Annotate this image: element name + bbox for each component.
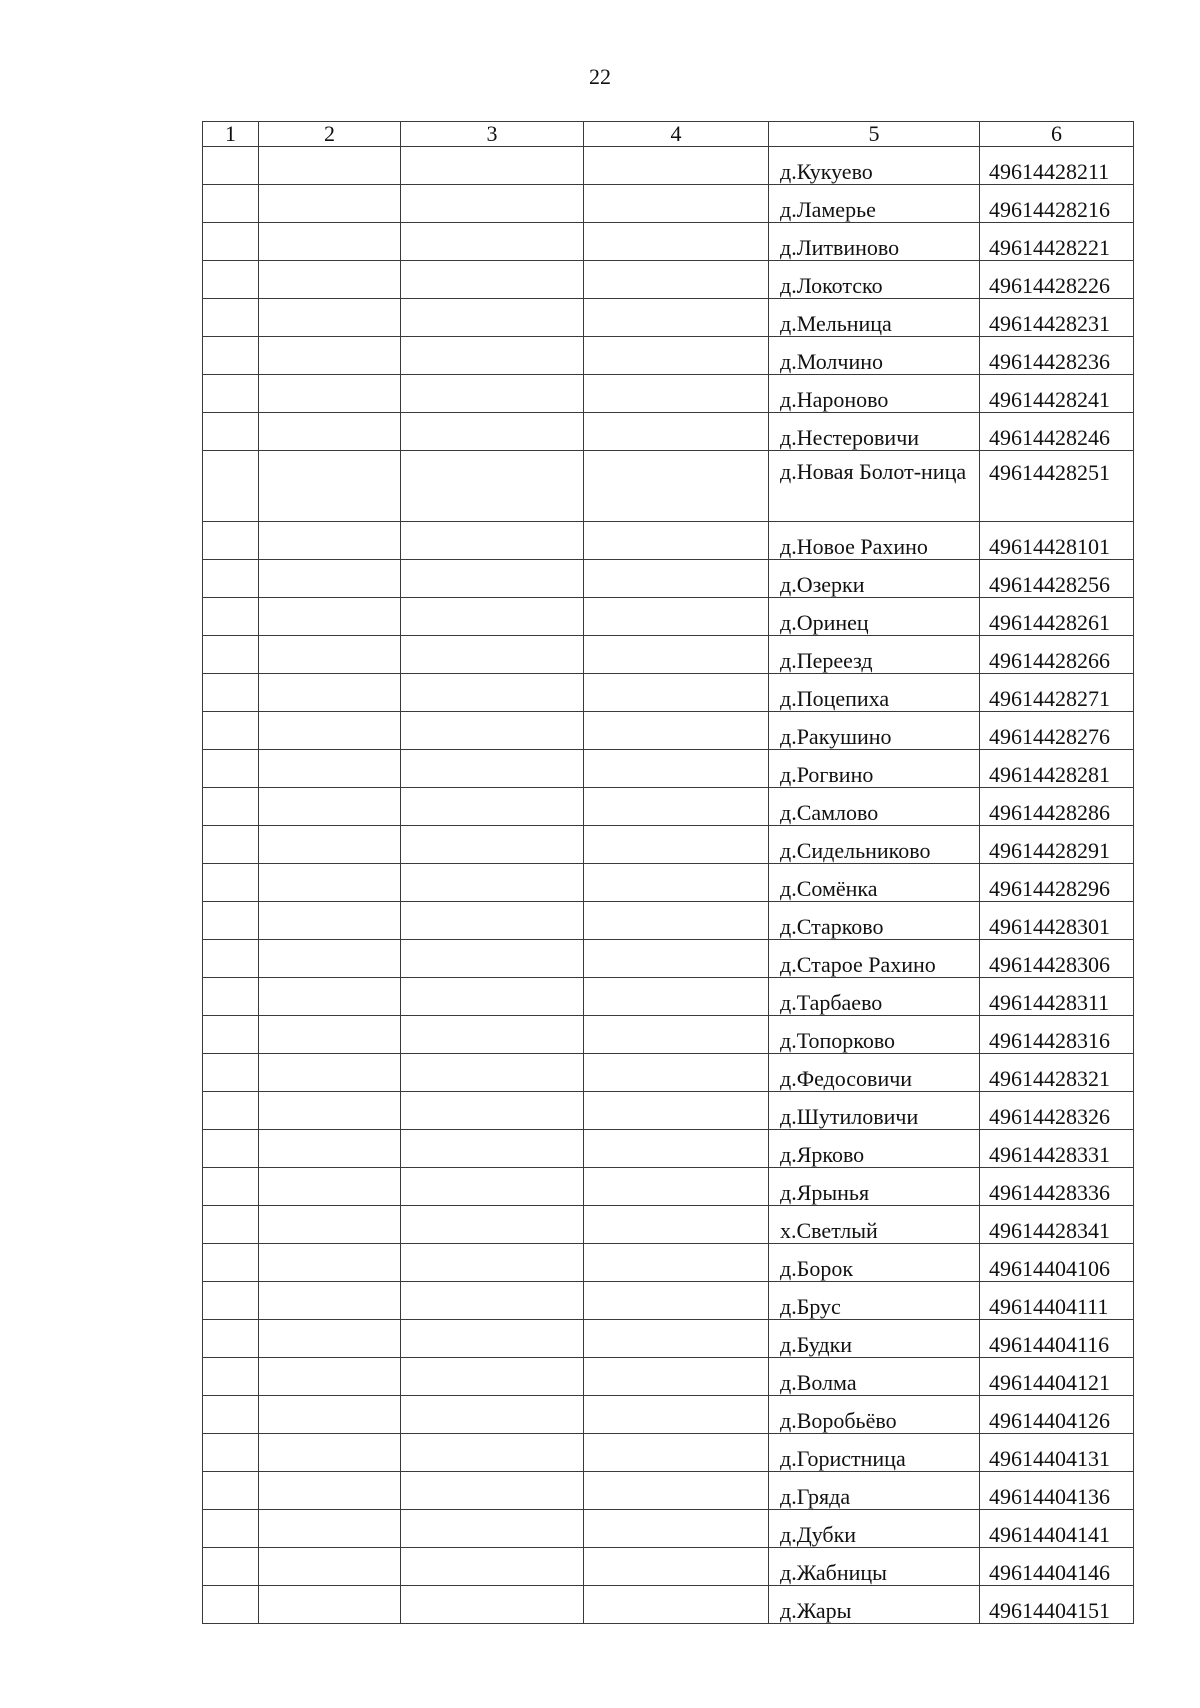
oktmo-code-cell: 49614428306 (980, 940, 1134, 978)
settlement-name-cell: д.Брус (769, 1282, 980, 1320)
settlement-name-cell: д.Оринец (769, 598, 980, 636)
empty-cell-col-2 (259, 940, 401, 978)
empty-cell-col-4 (584, 1282, 769, 1320)
oktmo-code-cell: 49614404141 (980, 1510, 1134, 1548)
empty-cell-col-4 (584, 978, 769, 1016)
table-row (203, 522, 1134, 560)
empty-cell-col-1 (203, 337, 259, 375)
empty-cell-col-1 (203, 451, 259, 522)
table-row (203, 712, 1134, 750)
empty-cell-col-4 (584, 337, 769, 375)
empty-cell-col-2 (259, 1396, 401, 1434)
settlement-name-cell: д.Ламерье (769, 185, 980, 223)
oktmo-code-cell: 49614428246 (980, 413, 1134, 451)
oktmo-code-cell: 49614428101 (980, 522, 1134, 560)
oktmo-code-cell: 49614428221 (980, 223, 1134, 261)
table-row (203, 451, 1134, 522)
table-row (203, 1282, 1134, 1320)
oktmo-code-cell: 49614428331 (980, 1130, 1134, 1168)
empty-cell-col-3 (401, 788, 584, 826)
settlement-name-cell: д.Жары (769, 1586, 980, 1624)
oktmo-code-cell: 49614428301 (980, 902, 1134, 940)
empty-cell-col-3 (401, 674, 584, 712)
empty-cell-col-3 (401, 1168, 584, 1206)
empty-cell-col-1 (203, 147, 259, 185)
empty-cell-col-1 (203, 261, 259, 299)
empty-cell-col-3 (401, 1282, 584, 1320)
settlement-name-cell: д.Нестеровичи (769, 413, 980, 451)
empty-cell-col-2 (259, 451, 401, 522)
oktmo-code-cell: 49614428326 (980, 1092, 1134, 1130)
column-header-1: 1 (203, 122, 259, 147)
empty-cell-col-1 (203, 1586, 259, 1624)
empty-cell-col-1 (203, 826, 259, 864)
table-body (203, 147, 1134, 1624)
settlements-table (202, 121, 1134, 1624)
empty-cell-col-4 (584, 299, 769, 337)
oktmo-code-cell: 49614428251 (980, 451, 1134, 522)
oktmo-code-cell: 49614404146 (980, 1548, 1134, 1586)
oktmo-code-cell: 49614404151 (980, 1586, 1134, 1624)
oktmo-code-cell: 49614404126 (980, 1396, 1134, 1434)
empty-cell-col-4 (584, 1548, 769, 1586)
empty-cell-col-2 (259, 750, 401, 788)
settlement-name-cell: д.Локотско (769, 261, 980, 299)
oktmo-code-cell: 49614404106 (980, 1244, 1134, 1282)
table-row (203, 223, 1134, 261)
empty-cell-col-4 (584, 598, 769, 636)
settlement-name-cell: х.Светлый (769, 1206, 980, 1244)
empty-cell-col-2 (259, 864, 401, 902)
empty-cell-col-1 (203, 1396, 259, 1434)
oktmo-code-cell: 49614428311 (980, 978, 1134, 1016)
empty-cell-col-4 (584, 1510, 769, 1548)
empty-cell-col-3 (401, 1320, 584, 1358)
settlement-name-cell: д.Сидельниково (769, 826, 980, 864)
table-row (203, 1434, 1134, 1472)
empty-cell-col-2 (259, 560, 401, 598)
empty-cell-col-4 (584, 1206, 769, 1244)
settlement-name-cell: д.Воробьёво (769, 1396, 980, 1434)
empty-cell-col-2 (259, 636, 401, 674)
table-row (203, 826, 1134, 864)
table-row (203, 261, 1134, 299)
settlement-name-cell: д.Молчино (769, 337, 980, 375)
empty-cell-col-2 (259, 712, 401, 750)
empty-cell-col-1 (203, 1548, 259, 1586)
empty-cell-col-2 (259, 299, 401, 337)
empty-cell-col-2 (259, 1472, 401, 1510)
empty-cell-col-1 (203, 864, 259, 902)
oktmo-code-cell: 49614428271 (980, 674, 1134, 712)
empty-cell-col-4 (584, 1472, 769, 1510)
empty-cell-col-2 (259, 902, 401, 940)
empty-cell-col-2 (259, 1244, 401, 1282)
settlement-name-cell: д.Поцепиха (769, 674, 980, 712)
empty-cell-col-4 (584, 1244, 769, 1282)
oktmo-code-cell: 49614428341 (980, 1206, 1134, 1244)
settlement-name-cell: д.Новое Рахино (769, 522, 980, 560)
empty-cell-col-4 (584, 1586, 769, 1624)
settlement-name-cell: д.Самлово (769, 788, 980, 826)
empty-cell-col-1 (203, 940, 259, 978)
empty-cell-col-3 (401, 375, 584, 413)
empty-cell-col-4 (584, 674, 769, 712)
oktmo-code-cell: 49614428321 (980, 1054, 1134, 1092)
empty-cell-col-3 (401, 1396, 584, 1434)
empty-cell-col-2 (259, 1282, 401, 1320)
empty-cell-col-4 (584, 261, 769, 299)
column-header-5: 5 (769, 122, 980, 147)
oktmo-code-cell: 49614404136 (980, 1472, 1134, 1510)
settlement-name-cell: д.Гряда (769, 1472, 980, 1510)
table-row (203, 750, 1134, 788)
settlement-name-cell: д.Литвиново (769, 223, 980, 261)
column-header-6: 6 (980, 122, 1134, 147)
column-header-3: 3 (401, 122, 584, 147)
table-row (203, 1054, 1134, 1092)
empty-cell-col-2 (259, 978, 401, 1016)
empty-cell-col-2 (259, 1548, 401, 1586)
empty-cell-col-4 (584, 1130, 769, 1168)
empty-cell-col-1 (203, 1244, 259, 1282)
empty-cell-col-2 (259, 147, 401, 185)
settlement-name-cell: д.Ракушино (769, 712, 980, 750)
table-row (203, 1586, 1134, 1624)
table-row (203, 788, 1134, 826)
empty-cell-col-4 (584, 864, 769, 902)
empty-cell-col-1 (203, 636, 259, 674)
settlement-name-cell: д.Мельница (769, 299, 980, 337)
oktmo-code-cell: 49614428296 (980, 864, 1134, 902)
empty-cell-col-2 (259, 1434, 401, 1472)
table-row (203, 1016, 1134, 1054)
oktmo-code-cell: 49614428266 (980, 636, 1134, 674)
header-row (203, 122, 1134, 147)
empty-cell-col-4 (584, 375, 769, 413)
empty-cell-col-3 (401, 826, 584, 864)
empty-cell-col-1 (203, 1016, 259, 1054)
empty-cell-col-4 (584, 940, 769, 978)
empty-cell-col-4 (584, 1320, 769, 1358)
table-row (203, 978, 1134, 1016)
table-row (203, 864, 1134, 902)
settlement-name-cell: д.Новая Болот-ница (769, 451, 980, 522)
empty-cell-col-4 (584, 560, 769, 598)
empty-cell-col-1 (203, 1130, 259, 1168)
settlement-name-cell: д.Ярково (769, 1130, 980, 1168)
empty-cell-col-2 (259, 1092, 401, 1130)
empty-cell-col-4 (584, 1016, 769, 1054)
settlement-name-cell: д.Волма (769, 1358, 980, 1396)
table-row (203, 299, 1134, 337)
oktmo-code-cell: 49614428336 (980, 1168, 1134, 1206)
column-header-2: 2 (259, 122, 401, 147)
empty-cell-col-1 (203, 560, 259, 598)
empty-cell-col-1 (203, 788, 259, 826)
empty-cell-col-2 (259, 826, 401, 864)
empty-cell-col-1 (203, 522, 259, 560)
oktmo-code-cell: 49614404131 (980, 1434, 1134, 1472)
table-row (203, 1472, 1134, 1510)
empty-cell-col-1 (203, 1510, 259, 1548)
empty-cell-col-1 (203, 1358, 259, 1396)
empty-cell-col-3 (401, 712, 584, 750)
settlement-name-cell: д.Шутиловичи (769, 1092, 980, 1130)
empty-cell-col-3 (401, 185, 584, 223)
empty-cell-col-1 (203, 902, 259, 940)
table-row (203, 674, 1134, 712)
empty-cell-col-3 (401, 978, 584, 1016)
settlement-name-cell: д.Кукуево (769, 147, 980, 185)
oktmo-code-cell: 49614428231 (980, 299, 1134, 337)
empty-cell-col-4 (584, 1092, 769, 1130)
empty-cell-col-2 (259, 1016, 401, 1054)
empty-cell-col-2 (259, 185, 401, 223)
table-row (203, 1168, 1134, 1206)
empty-cell-col-4 (584, 1396, 769, 1434)
settlement-name-cell: д.Нароново (769, 375, 980, 413)
empty-cell-col-1 (203, 375, 259, 413)
oktmo-code-cell: 49614428226 (980, 261, 1134, 299)
empty-cell-col-4 (584, 788, 769, 826)
oktmo-code-cell: 49614428211 (980, 147, 1134, 185)
empty-cell-col-3 (401, 413, 584, 451)
empty-cell-col-3 (401, 750, 584, 788)
empty-cell-col-4 (584, 636, 769, 674)
empty-cell-col-2 (259, 674, 401, 712)
empty-cell-col-2 (259, 337, 401, 375)
table-row (203, 1510, 1134, 1548)
empty-cell-col-2 (259, 788, 401, 826)
empty-cell-col-4 (584, 451, 769, 522)
empty-cell-col-2 (259, 1586, 401, 1624)
empty-cell-col-3 (401, 1434, 584, 1472)
empty-cell-col-2 (259, 598, 401, 636)
empty-cell-col-3 (401, 451, 584, 522)
settlement-name-cell: д.Ярынья (769, 1168, 980, 1206)
oktmo-code-cell: 49614404121 (980, 1358, 1134, 1396)
empty-cell-col-3 (401, 598, 584, 636)
empty-cell-col-3 (401, 1206, 584, 1244)
empty-cell-col-3 (401, 1092, 584, 1130)
settlement-name-cell: д.Будки (769, 1320, 980, 1358)
empty-cell-col-3 (401, 940, 584, 978)
empty-cell-col-1 (203, 978, 259, 1016)
oktmo-code-cell: 49614428276 (980, 712, 1134, 750)
table-row (203, 1320, 1134, 1358)
table-row (203, 1244, 1134, 1282)
table-row (203, 1130, 1134, 1168)
table-row (203, 560, 1134, 598)
oktmo-code-cell: 49614428291 (980, 826, 1134, 864)
table-row (203, 185, 1134, 223)
settlement-name-cell: д.Гористница (769, 1434, 980, 1472)
table-row (203, 147, 1134, 185)
empty-cell-col-1 (203, 598, 259, 636)
empty-cell-col-2 (259, 522, 401, 560)
empty-cell-col-3 (401, 147, 584, 185)
settlement-name-cell: д.Жабницы (769, 1548, 980, 1586)
settlement-name-cell: д.Топорково (769, 1016, 980, 1054)
empty-cell-col-1 (203, 1054, 259, 1092)
empty-cell-col-4 (584, 223, 769, 261)
empty-cell-col-2 (259, 223, 401, 261)
oktmo-code-cell: 49614404111 (980, 1282, 1134, 1320)
empty-cell-col-1 (203, 750, 259, 788)
table-row (203, 598, 1134, 636)
empty-cell-col-1 (203, 185, 259, 223)
empty-cell-col-1 (203, 1168, 259, 1206)
oktmo-code-cell: 49614428286 (980, 788, 1134, 826)
table-row (203, 940, 1134, 978)
empty-cell-col-3 (401, 1510, 584, 1548)
table-row (203, 1358, 1134, 1396)
settlement-name-cell: д.Борок (769, 1244, 980, 1282)
empty-cell-col-3 (401, 1358, 584, 1396)
oktmo-code-cell: 49614428281 (980, 750, 1134, 788)
empty-cell-col-4 (584, 185, 769, 223)
empty-cell-col-3 (401, 864, 584, 902)
empty-cell-col-1 (203, 1282, 259, 1320)
oktmo-code-cell: 49614428256 (980, 560, 1134, 598)
settlement-name-cell: д.Переезд (769, 636, 980, 674)
table-row (203, 337, 1134, 375)
empty-cell-col-4 (584, 1054, 769, 1092)
empty-cell-col-1 (203, 1434, 259, 1472)
empty-cell-col-3 (401, 1130, 584, 1168)
empty-cell-col-2 (259, 1054, 401, 1092)
empty-cell-col-1 (203, 1320, 259, 1358)
settlement-name-cell: д.Рогвино (769, 750, 980, 788)
empty-cell-col-4 (584, 1434, 769, 1472)
empty-cell-col-3 (401, 1548, 584, 1586)
empty-cell-col-2 (259, 1168, 401, 1206)
empty-cell-col-4 (584, 712, 769, 750)
empty-cell-col-4 (584, 826, 769, 864)
empty-cell-col-2 (259, 413, 401, 451)
empty-cell-col-1 (203, 712, 259, 750)
oktmo-code-cell: 49614428316 (980, 1016, 1134, 1054)
empty-cell-col-4 (584, 1358, 769, 1396)
empty-cell-col-2 (259, 1320, 401, 1358)
empty-cell-col-3 (401, 299, 584, 337)
empty-cell-col-4 (584, 902, 769, 940)
page-number: 22 (589, 64, 611, 89)
settlement-name-cell: д.Сомёнка (769, 864, 980, 902)
empty-cell-col-3 (401, 223, 584, 261)
empty-cell-col-1 (203, 674, 259, 712)
empty-cell-col-1 (203, 1092, 259, 1130)
empty-cell-col-2 (259, 261, 401, 299)
oktmo-code-cell: 49614404116 (980, 1320, 1134, 1358)
empty-cell-col-1 (203, 1206, 259, 1244)
table-row (203, 902, 1134, 940)
settlement-name-cell: д.Федосовичи (769, 1054, 980, 1092)
empty-cell-col-3 (401, 1244, 584, 1282)
empty-cell-col-3 (401, 560, 584, 598)
settlement-name-cell: д.Дубки (769, 1510, 980, 1548)
table-row (203, 1548, 1134, 1586)
empty-cell-col-4 (584, 522, 769, 560)
table-row (203, 413, 1134, 451)
empty-cell-col-3 (401, 261, 584, 299)
oktmo-code-cell: 49614428216 (980, 185, 1134, 223)
settlement-name-cell: д.Старое Рахино (769, 940, 980, 978)
empty-cell-col-3 (401, 1472, 584, 1510)
empty-cell-col-3 (401, 337, 584, 375)
table-row (203, 1092, 1134, 1130)
oktmo-code-cell: 49614428241 (980, 375, 1134, 413)
empty-cell-col-4 (584, 147, 769, 185)
empty-cell-col-2 (259, 1130, 401, 1168)
empty-cell-col-2 (259, 375, 401, 413)
empty-cell-col-3 (401, 1016, 584, 1054)
empty-cell-col-1 (203, 223, 259, 261)
table-row (203, 1396, 1134, 1434)
empty-cell-col-4 (584, 413, 769, 451)
empty-cell-col-1 (203, 299, 259, 337)
empty-cell-col-2 (259, 1206, 401, 1244)
empty-cell-col-3 (401, 902, 584, 940)
empty-cell-col-1 (203, 413, 259, 451)
empty-cell-col-3 (401, 636, 584, 674)
column-header-4: 4 (584, 122, 769, 147)
empty-cell-col-4 (584, 1168, 769, 1206)
settlement-name-cell: д.Старково (769, 902, 980, 940)
settlement-name-cell: д.Тарбаево (769, 978, 980, 1016)
settlement-name-cell: д.Озерки (769, 560, 980, 598)
table-row (203, 375, 1134, 413)
empty-cell-col-2 (259, 1358, 401, 1396)
table-row (203, 636, 1134, 674)
empty-cell-col-3 (401, 1054, 584, 1092)
empty-cell-col-3 (401, 1586, 584, 1624)
empty-cell-col-3 (401, 522, 584, 560)
empty-cell-col-1 (203, 1472, 259, 1510)
table-row (203, 1206, 1134, 1244)
oktmo-code-cell: 49614428261 (980, 598, 1134, 636)
oktmo-code-cell: 49614428236 (980, 337, 1134, 375)
empty-cell-col-4 (584, 750, 769, 788)
empty-cell-col-2 (259, 1510, 401, 1548)
